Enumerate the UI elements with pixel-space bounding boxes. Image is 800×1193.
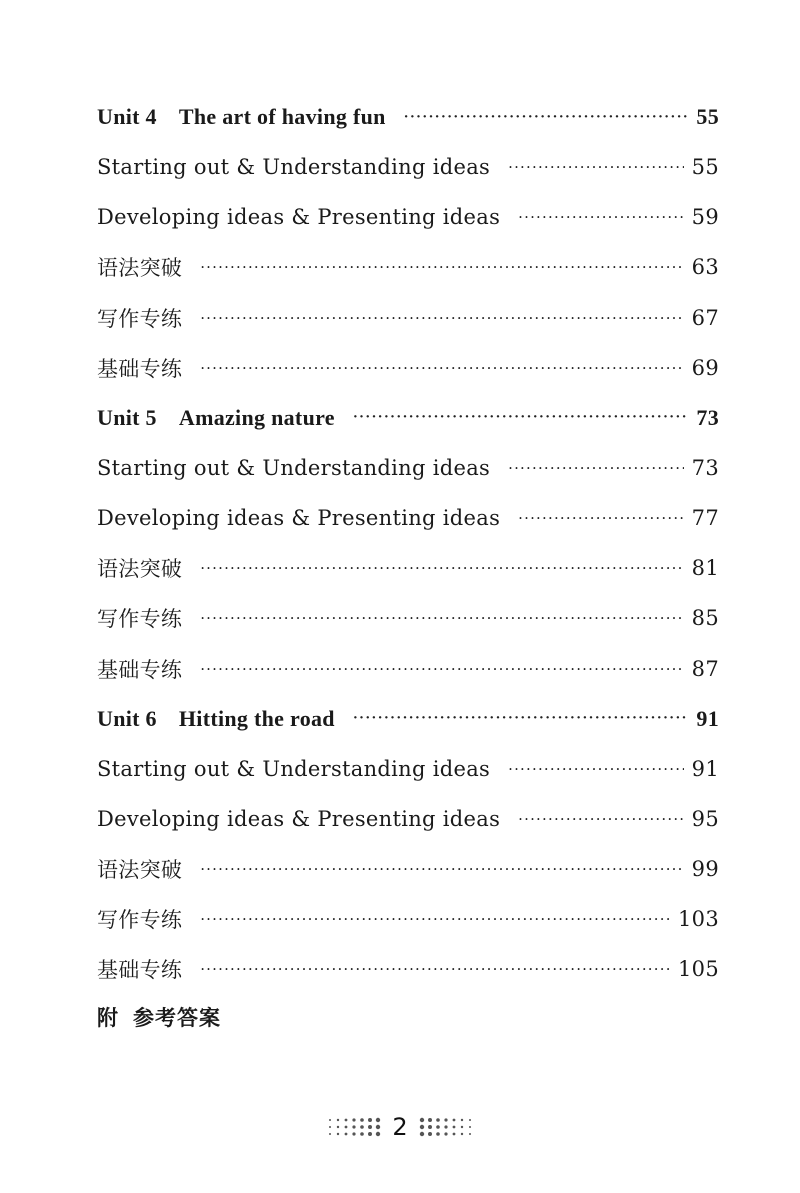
toc-page-number: 67: [691, 305, 719, 330]
toc-section-row[interactable]: [97, 192, 719, 242]
toc-section-row[interactable]: [97, 593, 719, 643]
toc-entry-title: 写作专练: [97, 607, 183, 632]
dot-ornament-icon: [418, 1115, 474, 1139]
page-footer: [0, 1113, 800, 1141]
toc-entry-title: 基础专练: [97, 958, 183, 983]
toc-entry-title: Developing ideas & Presenting ideas: [97, 205, 501, 230]
table-of-contents: [97, 92, 719, 995]
leader-dots: [200, 660, 683, 678]
toc-page-number: 85: [691, 606, 719, 631]
leader-dots: [200, 359, 683, 377]
toc-section-row[interactable]: [97, 744, 719, 794]
toc-page-number: 91: [691, 756, 719, 781]
leader-dots: [200, 309, 683, 327]
appendix-prefix: 附: [97, 1006, 119, 1030]
leader-dots: [353, 409, 687, 426]
leader-dots: [200, 559, 683, 577]
leader-dots: [200, 910, 670, 928]
toc-unit-row[interactable]: [97, 694, 719, 744]
unit-number: Unit 4: [97, 104, 157, 130]
toc-page-number: 59: [691, 205, 719, 230]
toc-entry-title: 语法突破: [97, 256, 183, 281]
leader-dots: [518, 509, 684, 527]
toc-section-row[interactable]: [97, 242, 719, 292]
toc-page-number: 81: [691, 556, 719, 581]
toc-section-row[interactable]: [97, 644, 719, 694]
appendix-label: 参考答案: [133, 1006, 221, 1030]
toc-entry-title: Starting out & Understanding ideas: [97, 155, 491, 180]
toc-section-row[interactable]: [97, 543, 719, 593]
toc-page-number: 73: [691, 456, 719, 481]
toc-section-row[interactable]: [97, 343, 719, 393]
toc-page-number: 95: [691, 807, 719, 832]
toc-page-number: 77: [691, 506, 719, 531]
toc-entry-title: [97, 104, 386, 130]
toc-page-number: 91: [696, 705, 719, 731]
toc-entry-title: 写作专练: [97, 908, 183, 933]
page-number: 2: [392, 1113, 408, 1141]
leader-dots: [508, 760, 684, 778]
toc-page-number: 87: [691, 656, 719, 681]
leader-dots: [508, 158, 684, 176]
leader-dots: [200, 258, 683, 276]
leader-dots: [353, 710, 687, 727]
leader-dots: [200, 960, 670, 978]
unit-title: Hitting the road: [178, 705, 335, 731]
toc-page-number: 103: [678, 907, 719, 932]
appendix-answer-key[interactable]: [97, 1002, 221, 1032]
toc-entry-title: 基础专练: [97, 356, 183, 381]
toc-entry-title: Developing ideas & Presenting ideas: [97, 807, 501, 832]
toc-section-row[interactable]: [97, 493, 719, 543]
toc-entry-title: 写作专练: [97, 306, 183, 331]
toc-entry-title: Developing ideas & Presenting ideas: [97, 506, 501, 531]
leader-dots: [200, 860, 683, 878]
toc-page-number: 73: [696, 404, 719, 430]
dot-ornament-icon: [326, 1115, 382, 1139]
toc-page-number: 105: [678, 957, 719, 982]
toc-page-number: 69: [691, 355, 719, 380]
toc-section-row[interactable]: [97, 844, 719, 894]
toc-section-row[interactable]: [97, 293, 719, 343]
toc-section-row[interactable]: [97, 142, 719, 192]
unit-number: Unit 6: [97, 705, 157, 731]
toc-unit-row[interactable]: [97, 92, 719, 142]
toc-section-row[interactable]: [97, 944, 719, 994]
toc-page-number: 63: [691, 255, 719, 280]
leader-dots: [200, 609, 683, 627]
unit-title: Amazing nature: [178, 404, 335, 430]
toc-section-row[interactable]: [97, 794, 719, 844]
toc-entry-title: [97, 706, 335, 732]
toc-page-number: 55: [691, 155, 719, 180]
toc-section-row[interactable]: [97, 443, 719, 493]
leader-dots: [518, 810, 684, 828]
unit-number: Unit 5: [97, 404, 157, 430]
toc-entry-title: Starting out & Understanding ideas: [97, 456, 491, 481]
leader-dots: [518, 208, 684, 226]
toc-entry-title: Starting out & Understanding ideas: [97, 756, 491, 781]
toc-entry-title: 语法突破: [97, 858, 183, 883]
toc-page-number: 99: [691, 857, 719, 882]
toc-entry-title: 语法突破: [97, 557, 183, 582]
leader-dots: [404, 109, 687, 126]
toc-entry-title: 基础专练: [97, 657, 183, 682]
leader-dots: [508, 459, 684, 477]
toc-entry-title: [97, 405, 335, 431]
toc-unit-row[interactable]: [97, 393, 719, 443]
unit-title: The art of having fun: [178, 104, 386, 130]
toc-page-number: 55: [696, 104, 719, 130]
toc-section-row[interactable]: [97, 894, 719, 944]
